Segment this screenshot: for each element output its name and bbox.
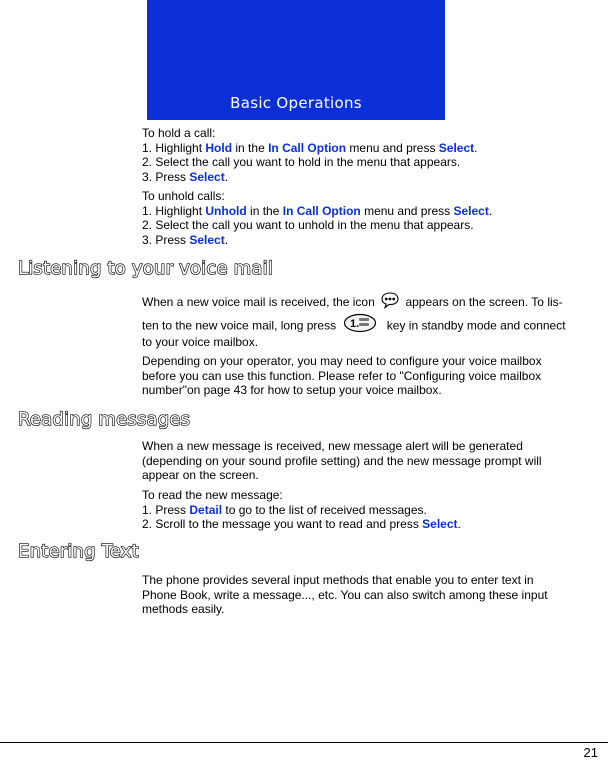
unhold-step-2: 2. Select the call you want to unhold in the menu that appears.: [142, 218, 474, 232]
hold-step-2: 2. Select the call you want to hold in the menu that appears.: [142, 155, 461, 169]
hold-step-3: [142, 170, 604, 185]
text: in the: [232, 140, 269, 155]
keyword-select: Select: [453, 203, 489, 218]
svg-text:1.: 1.: [350, 318, 360, 330]
text: .: [224, 169, 229, 184]
entering-line-1: The phone provides several input methods that enable you to enter text in: [142, 573, 534, 587]
heading-voice-mail: Listening to your voice mail: [18, 258, 274, 279]
voicemail-line-3: to your voice mailbox.: [142, 335, 259, 349]
reading-line-3: appear on the screen.: [142, 468, 259, 482]
reading-steps: [142, 488, 604, 532]
heading-reading-messages: Reading messages: [18, 409, 191, 430]
text: ten to the new voice mail, long press: [142, 318, 340, 333]
hold-section: [142, 126, 604, 184]
text: 3. Press: [142, 169, 190, 184]
voicemail-paragraph-2: [142, 354, 604, 398]
keyword-unhold: Unhold: [205, 203, 247, 218]
chapter-banner: [147, 0, 445, 120]
page-number: 21: [583, 745, 598, 760]
unhold-step-3: [142, 233, 604, 248]
voicemail-icon: [380, 291, 400, 315]
text: 3. Press: [142, 232, 190, 247]
keyword-in-call-option: In Call Option: [282, 203, 361, 218]
key-1-voicemail-icon: [343, 313, 379, 340]
hold-step-1: [142, 141, 604, 156]
keyword-select: Select: [189, 232, 225, 247]
unhold-section: [142, 189, 604, 247]
voicemail-line-1: [142, 291, 604, 313]
entering-line-2: Phone Book, write a message..., etc. You can also switch among these input: [142, 587, 548, 602]
footer-divider: [0, 742, 608, 743]
voicemail-line-2: [142, 313, 604, 335]
text: .: [474, 140, 478, 155]
voicemail-paragraph-1: [142, 291, 604, 350]
text: 1. Highlight: [142, 140, 206, 155]
keyword-detail: Detail: [189, 502, 223, 517]
keyword-in-call-option: In Call Option: [268, 140, 347, 155]
unhold-step-1: [142, 204, 604, 219]
reading-intro: To read the new message:: [142, 488, 283, 502]
entering-paragraph: [142, 573, 604, 617]
reading-paragraph-1: [142, 439, 604, 483]
reading-step-1: [142, 503, 604, 518]
text: in the: [246, 203, 283, 218]
text: .: [224, 232, 229, 247]
reading-line-2: (depending on your sound profile setting) and the new message prompt will: [142, 453, 542, 468]
keyword-select: Select: [189, 169, 225, 184]
reading-line-1: When a new message is received, new message alert will be generated: [142, 439, 523, 453]
text: 1. Press: [142, 502, 190, 517]
text: to go to the list of received messages.: [222, 502, 427, 517]
text: .: [488, 203, 493, 218]
reading-step-2: [142, 517, 604, 532]
text: key in standby mode and connect: [383, 318, 566, 333]
text: menu and press: [346, 140, 439, 155]
text: 1. Highlight: [142, 203, 206, 218]
voicemail-p2-line-2: before you can use this function. Please refer to "Configuring voice mailbox: [142, 368, 542, 383]
voicemail-p2-line-3: number"on page 43 for how to setup your voice mailbox.: [142, 383, 442, 397]
chapter-title: Basic Operations: [230, 94, 362, 112]
text: appears on the screen. To lis-: [402, 295, 563, 310]
entering-line-3: methods easily.: [142, 602, 225, 616]
heading-entering-text: Entering Text: [18, 541, 139, 562]
text: 2. Scroll to the message you want to read and press: [142, 517, 423, 531]
voicemail-p2-line-1: Depending on your operator, you may need to configure your voice mailbox: [142, 354, 542, 368]
keyword-select: Select: [422, 517, 458, 531]
keyword-hold: Hold: [205, 140, 233, 155]
text: .: [457, 517, 461, 531]
unhold-intro: To unhold calls:: [142, 189, 225, 203]
text: menu and press: [360, 203, 454, 218]
keyword-select: Select: [438, 140, 475, 155]
text: When a new voice mail is received, the icon: [142, 295, 379, 310]
hold-intro: To hold a call:: [142, 126, 216, 140]
